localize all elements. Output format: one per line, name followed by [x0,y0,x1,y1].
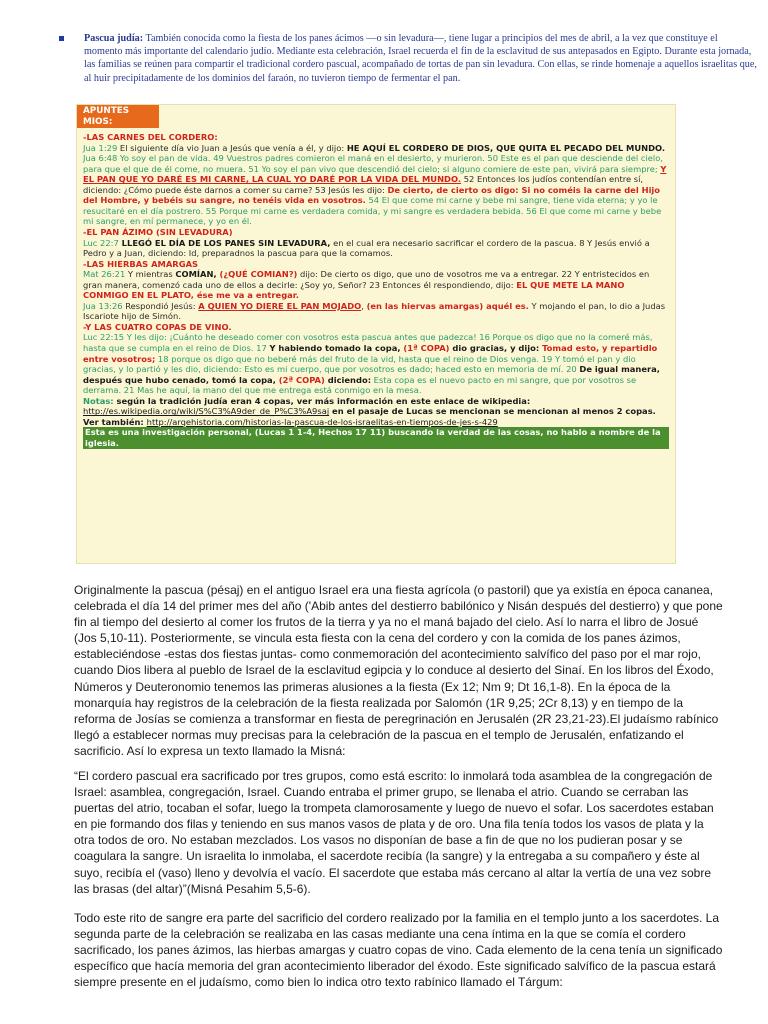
section-title-pan-azimo: -EL PAN ÁZIMO (SIN LEVADURA) [83,227,233,238]
arqehistoria-link[interactable]: http://arqehistoria.com/historias-la-pascua-de-los-israelitas-en-tiempos-de-jes-s-429 [146,416,498,427]
paragraph-text: Todo este rito de sangre era parte del sacrificio del cordero realizado por la familia en el templo junto a los sacerdotes. La segunda parte de la celebración se realizaba en las casas mediante una cena íntima en la que se comía el cordero sacrificado, los panes ázimos, las hierbas amargas y cuatro copas de vino. Cada elemento de la cena tenía un significado específico que hacía memoria del gran acontecimiento liberador del éxodo. Este significado salvífico de la pascua estará siempre presente en el judaísmo, como bien lo indica otro texto rabínico llamado el Tárgum: [74,911,723,990]
verse-text: 52 Entonces los judíos contendían entre sí, diciendo: ¿Cómo puede éste darnos a comer su carne? 53 Jesús les dijo: [83,174,644,195]
intro-lead: Pascua judía: [84,33,144,44]
notes-s2 [83,238,650,259]
paragraph-text: Originalmente la pascua (pésaj) en el antiguo Israel era una fiesta agrícola (o pastoril) que ya existía en época cananea, celebrada el día 14 del primer mes del año ('Abib antes del destierro babilónico y Nisán después del destierro) y que pone fin al tiempo del desierto al comer los frutos de la tierra y ya no el maná bajado del cielo. Así lo narra el libro de Josué (Jos 5,10-11). Posteriormente, se vincula esta fiesta con la cena del cordero y con la comida de los panes ázimos, estableciéndose -estas dos fiestas juntas- como conmemoración del acontecimiento salvífico del paso por el mar rojo, cuando Dios libera al pueblo de Israel de la esclavitud egipcia y lo conduce al desierto del Sinaí. En los libros del Éxodo, Números y Deuteronomio tenemos las primeras alusiones a la fiesta (Ex 12; Nm 9; Dt 16,1-8). En la época de la monarquía hay registros de la celebración de la fiesta realizada por Salomón (1R 9,25; 2Cr 8,13) y en tiempo de la reforma de Josías se comienza a transformar en fiesta de peregrinación en Jerusalén (2R 23,21-23).El judaísmo rabínico llegó a establecer normas muy precisas para la celebración de la pascua en el templo de Jerusalén, enfatizando el sacrificio. Así lo expresa un texto llamado la Misná: [74,583,723,758]
verse-text: Y les dijo: ¡Cuánto he deseado comer con vosotros esta pascua antes que padezca! 16 Porque os digo que no la comeré más, hasta que se cumpla en el reino de Dios. 17 [83,332,653,354]
bullet-square-icon [59,36,64,41]
notes-s4 [83,332,660,395]
intro-paragraph [84,32,758,85]
verse-bold: HE AQUÍ EL CORDERO DE DIOS, QUE QUITA EL PECADO DEL MUNDO. [346,142,666,153]
verse-ref: Jua 13:26 [83,300,123,311]
verse-ref: Luc 22:7 [83,237,119,248]
verse-bold: diciendo: [324,374,372,385]
paragraph-text: “El cordero pascual era sacrificado por tres grupos, como está escrito: lo inmolará toda asamblea de la congregación de Israel: asamblea, congregación, Israel. Cuando entraba el primer grupo, se llenaba el atrio. Cuando se cerraban las puertas del atrio, tocaban el sofar, luego la trompeta clamorosamente y luego de nuevo el sofar. Los sacerdotes estaban en pie formando dos filas y teniendo en sus manos vasos de plata y de oro. Una fila tenía todos los vasos de plata y la otra todos de oro. No estaban mezclados. Los vasos no disponían de base a fin de que no los pudieran posar y se coagulara la sangre. Un israelita lo inmolaba, el sacerdote recibía (la sangre) y la entregaba a su compañero y éste al suyo, recibía el (vaso) lleno y devolvía el vacío. El sacerdote que estaba más cercano al altar la vertía de una vez sobre las brasas (del altar)”(Misná Pesahim 5,5-6). [74,769,714,896]
wikipedia-link[interactable]: http://es.wikipedia.org/wiki/S%C3%A9der_de_P%C3%A9saj [83,406,330,417]
notes-s1 [83,143,666,227]
section-title-hierbas: -LAS HIERBAS AMARGAS [83,258,199,269]
verse-highlight: (en las hiervas amargas) aquél es. [366,300,529,311]
notes-s3 [83,269,665,321]
investig-text: buscando la verdad de las cosas, no hablo a nombre de la iglesia. [85,427,661,448]
notas-text: en el pasaje de Lucas se mencionan se mencionan al menos 2 copas. [329,406,656,417]
intro-text: También conocida como la fiesta de los panes ácimos —o sin levadura—, tiene lugar a principios del mes de abril, a la vez que constituye el momento más importante del calendario judío. Mediante esta celebración, Israel recuerda el fin de la esclavitud de sus antepasados en Egipto. Durante esta jornada, las familias se reúnen para compartir el tradicional cordero pascual, acompañado de tortas de pan sin levadura. Con ellas, se rinde homenaje a aquellos israelitas que, al huir precipitadamente de los dominios del faraón, no tuvieron tiempo de fermentar el pan. [84,33,757,84]
verse-text: , [361,300,367,311]
verse-text: Y mientras [125,269,176,280]
verse-highlight: (¿QUÉ COMIAN?) [219,269,298,280]
paragraph-misna-quote [74,768,724,897]
verse-bold: dio gracias, y dijo: [449,343,543,354]
notes-image-panel [76,104,676,564]
verse-highlight: EL QUE METE LA MANO CONMIGO EN EL PLATO, ése me va a entregar. [83,279,625,301]
investigation-banner [83,427,669,448]
verse-bold: LLEGÓ EL DÍA DE LOS PANES SIN LEVADURA, [118,237,331,248]
section-title-copas: -Y LAS CUATRO COPAS DE VINO. [83,321,232,332]
paragraph-rite [74,910,724,990]
verse-ref: Mat 26:21 [83,269,126,280]
verse-text: dijo: De cierto os digo, que uno de vosotros me va a entregar. 22 Y entristecidos en gran manera, comenzó cada uno de ellos a decirle: ¿Soy yo, Señor? 23 Entonces él respondiendo, dijo: [83,269,650,290]
verse-text: en el cual era necesario sacrificar el cordero de la pascua. 8 Y Jesús envió a Pedro y a Juan, diciendo: Id, preparadnos la pascua para que la comamos. [83,237,650,259]
verse-text: Esta copa es el nuevo pacto en mi sangre, que por vosotros se derrama. 21 Mas he aquí, la mano del que me entrega está conmigo en la mesa. [83,374,637,396]
verse-highlight: (1ª COPA) [403,343,450,354]
ver-label: Ver también: [83,416,147,427]
notes-body [77,132,675,448]
verse-highlight: (2ª COPA) [278,374,325,385]
verse-text: Respondió Jesús: [122,300,199,311]
notes-ver [83,417,498,427]
verse-ref: Jua 6:48 [83,153,118,164]
verse-text: Y mojando el pan, lo dio a Judas Iscariote hijo de Simón. [83,300,666,322]
paragraph-origin [74,582,724,759]
investig-text: Esta es una investigación personal, [85,427,255,438]
verse-bold: Y habiendo tomado la copa, [269,343,404,354]
verse-highlight: Y EL PAN QUE YO DARÉ ES MI CARNE, LA CUAL YO DARÉ POR LA VIDA DEL MUNDO. [83,163,667,185]
verse-text: Yo soy el pan de vida. 49 Vuestros padres comieron el maná en el desierto, y murieron. 50 Este es el pan que desciende del cielo, para que el que de él come, no muera. 51 Yo soy el pan vivo que descendió del cielo; si alguno comiere de este pan, vivirá para siempre; [83,153,664,174]
verse-ref: Jua 1:29 [83,142,118,153]
verse-text: 54 El que come mi carne y bebe mi sangre, tiene vida eterna; y yo le resucitaré en el día postrero. 55 Porque mi carne es verdadera comida, y mi sangre es verdadera bebida. 56 El que come mi carne y bebe mi sangre, en mí permanece, y yo en él. [83,195,662,227]
notes-notas [83,396,656,417]
verse-ref: Luc 22:15 [83,332,125,343]
verse-bold: De igual manera, después que hubo cenado, tomó la copa, [83,364,660,385]
verse-text: 18 porque os digo que no beberé más del fruto de la vid, hasta que el reino de Dios venga. 19 Y tomó el pan y dio gracias, y lo partió y les dio, diciendo: Esto es mi cuerpo, que por vosotros es dado; haced esto en memoria de mí. 20 [83,353,636,375]
investig-ref: (Lucas 1 1-4, Hechos 17 11) [254,427,386,438]
verse-highlight: De cierto, de cierto os digo: Si no coméis la carne del Hijo del Hombre, y bebéis su sangre, no tenéis vida en vosotros. [83,184,661,206]
verse-highlight: A QUIEN YO DIERE EL PAN MOJADO [198,300,362,311]
notas-text: según la tradición judía eran 4 copas, ver más información en este enlace de wikipedia: [113,395,531,406]
section-title-carnes: -LAS CARNES DEL CORDERO: [83,132,218,143]
notas-label: Notas: [83,395,114,406]
verse-text: El siguiente día vio Juan a Jesús que venía a él, y dijo: [117,142,347,153]
intro-block [62,32,758,85]
verse-highlight: Tomad esto, y repartidlo entre vosotros; [83,343,658,364]
notes-header: APUNTES MIOS: [77,105,159,128]
verse-bold: COMÍAN, [175,269,220,280]
